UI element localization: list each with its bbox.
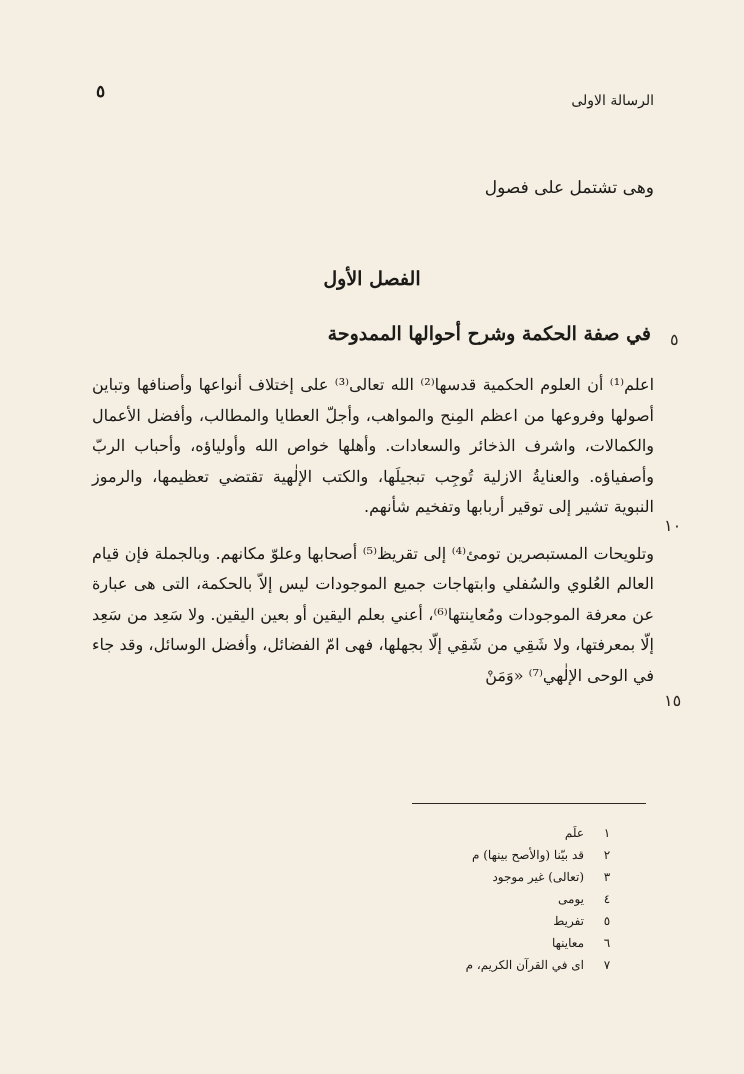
- line-number-5: ٥: [670, 330, 679, 349]
- footnote-text: علَم: [564, 826, 584, 840]
- line-number-15: ١٥: [664, 691, 682, 710]
- chapter-title: الفصل الأول: [323, 268, 421, 290]
- footnote: [294, 866, 624, 888]
- footnote-number: ١: [603, 826, 611, 840]
- section-title: في صفة الحكمة وشرح أحوالها الممدوحة: [327, 323, 651, 345]
- line-number-10: ١٠: [664, 516, 682, 535]
- footnote-text: (تعالى) غير موجود: [492, 870, 584, 884]
- intro-line: وهى تشتمل على فصول: [484, 178, 654, 198]
- footnote-text: معاينها: [551, 936, 584, 950]
- footnote-text: تفريط: [553, 914, 584, 928]
- paragraph-2: وتلويحات المستبصرين تومئ⁽⁴⁾ إلى تقريظ⁽⁵⁾ أصحابها وعلوّ مكانهم. وبالجملة فإن قيام العالم العُلوي والسُفلي وابتهاجات جميع الموجودات ليس إلاّ بالحكمة، التى هى عبارة عن معرفة الموجودات ومُعاينتها⁽⁶⁾، أعني بعلم اليقين أو بعين اليقين. ولا سَعِد من سَعِد إلّا بمعرفتها، ولا شَقِي من شَقِي إلّا بجهلها، فهى امّ الفضائل، وأفضل الوسائل، وقد جاء في الوحى الإلٰهي⁽⁷⁾ «وَمَنْ: [92, 543, 654, 685]
- footnote: [294, 932, 624, 954]
- footnote: [294, 888, 624, 910]
- footnote: [294, 844, 624, 866]
- footnote-text: يومى: [558, 892, 584, 906]
- footnote-text: اى في القرآن الكريم، م: [465, 958, 584, 972]
- footnote: [294, 954, 624, 976]
- footnote-text: قد بيّنا (والأصح بينها) م: [471, 848, 584, 862]
- running-header: الرسالة الاولى: [571, 93, 654, 109]
- footnotes: [294, 822, 624, 976]
- footnote: [294, 910, 624, 932]
- footnote-number: ٢: [603, 848, 611, 862]
- paragraph-1: اعلم⁽¹⁾ أن العلوم الحكمية قدسها⁽²⁾ الله تعالى⁽³⁾ على إختلاف أنواعها وأصنافها وتباين أصولها وفروعها من اعظم المِنح والمواهب، وأجلّ العطايا والمطالب، وأفضل الأعمال والكمالات، واشرف الذخائر والسعادات. وأهلها خواص الله وأولياؤه، وأحباب الربّ وأصفياؤه. والعنايةُ الازلية تُوجِب تبجيلَها، والكتب الإلٰهية تقتضي تعظيمها، والرموز النبوية تشير إلى توقير أربابها وتفخيم شأنهم.: [92, 375, 655, 516]
- footnote-number: ٧: [603, 958, 611, 972]
- footnote-divider: [412, 803, 646, 804]
- footnote-number: ٣: [603, 870, 611, 884]
- footnote-number: ٤: [603, 892, 611, 906]
- page-number: ٥: [96, 82, 106, 102]
- body-text: [92, 370, 654, 691]
- footnote-number: ٦: [603, 936, 611, 950]
- footnote: [294, 822, 624, 844]
- footnote-number: ٥: [603, 914, 611, 928]
